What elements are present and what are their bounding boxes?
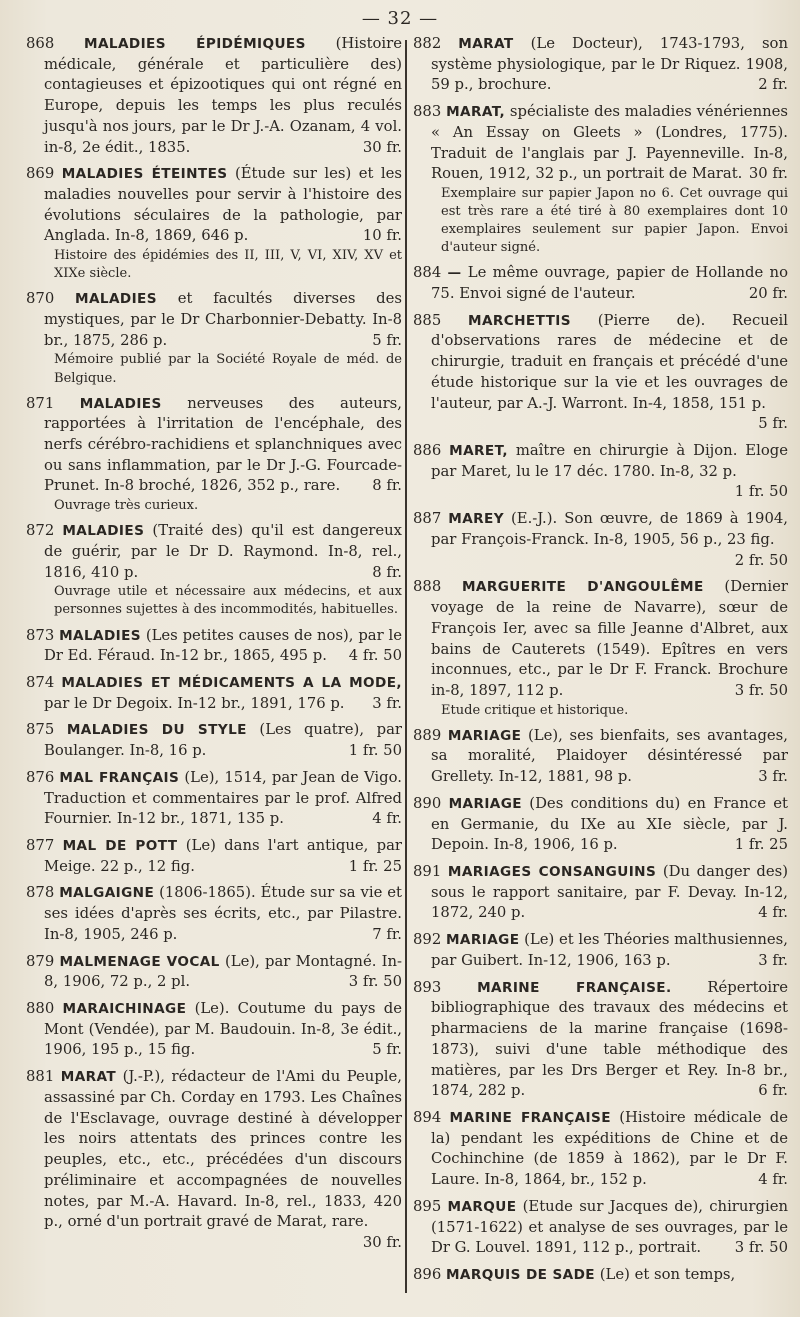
entry-price: 4 fr.	[758, 1171, 788, 1189]
entry-number: 889	[413, 726, 442, 744]
catalog-entry	[26, 952, 402, 993]
entry-text: (Les quatre), par Boulanger. In-8, 16 p.	[44, 721, 402, 760]
entry-text: (Dernier voyage de la reine de Navarre), sœur de François Ier, avec sa fille Jeanne d'Albret, aux bains de Cauterets (1549). Epîtres en vers inconnues, etc., par le Dr F. Franck. Brochure in-8, 1897, 112 p.	[431, 578, 788, 699]
entry-text: (Le), par Montagné. In-8, 1906, 72 p., 2 pl.	[44, 952, 402, 991]
catalog-entry	[413, 102, 788, 257]
entry-text: (Le) et son temps,	[599, 1265, 736, 1283]
entry-heading: MARAT	[60, 1069, 117, 1086]
catalog-entry	[26, 626, 402, 667]
entry-number: 868	[26, 35, 55, 52]
entry-heading: MALADIES ÉTEINTES	[61, 166, 228, 183]
entry-number: 885	[413, 311, 442, 329]
entry-price: 1 fr. 25	[734, 836, 788, 854]
entry-price: 2 fr. 50	[734, 551, 788, 569]
catalog-entry	[26, 164, 402, 283]
entry-number: 891	[413, 863, 442, 881]
entry-heading: MAL FRANÇAIS	[59, 769, 180, 786]
catalog-entry	[413, 726, 788, 788]
entry-text: (Le), ses bienfaits, ses avantages, sa moralité, Plaidoyer désintéressé par Grellety. In-12, 1881, 98 p.	[431, 726, 788, 786]
entry-text: (Des conditions du) en France et en Germanie, du IXe au XIe siècle, par J. Depoin. In-8, 1906, 16 p.	[431, 794, 788, 854]
catalog-entry	[26, 768, 402, 830]
entry-price: 3 fr.	[372, 694, 402, 712]
catalog-entry	[413, 1108, 788, 1191]
entry-price: 1 fr. 50	[734, 483, 788, 501]
entry-text: spécialiste des maladies vénériennes « An Essay on Gleets » (Londres, 1775). Traduit de l'anglais par J. Payenneville. In-8, Rouen, 1912, 32 p., un portrait de Marat.	[431, 103, 788, 183]
entry-note: Ouvrage très curieux.	[54, 498, 199, 514]
catalog-entry	[413, 930, 788, 971]
page-number: — 32 —	[361, 8, 439, 29]
entry-heading: MARINE FRANÇAISE.	[477, 979, 672, 996]
entry-price: 20 fr.	[748, 285, 788, 302]
catalog-entry	[413, 509, 788, 571]
entry-text: (Le). Coutume du pays de Mont (Vendée), par M. Baudouin. In-8, 3e édit., 1906, 195 p., 15 fig.	[44, 1000, 402, 1059]
entry-note: Ouvrage utile et nécessaire aux médecins, et aux personnes sujettes à des incommodités, habituelles.	[54, 584, 402, 618]
catalog-entry	[26, 521, 402, 619]
catalog-entry	[26, 394, 402, 516]
entry-text: maître en chirurgie à Dijon. Eloge par Maret, lu le 17 déc. 1780. In-8, 32 p.	[431, 442, 788, 480]
entry-heading: MARAT	[458, 36, 514, 52]
catalog-entry	[26, 720, 402, 761]
catalog-entry	[413, 311, 788, 435]
entry-price: 5 fr.	[372, 331, 402, 349]
right-column	[413, 34, 788, 1307]
catalog-entry	[413, 263, 788, 304]
entry-heading: MALADIES ET MÉDICAMENTS A LA MODE,	[61, 674, 402, 691]
entry-text: (J.-P.), rédacteur de l'Ami du Peuple, assassiné par Ch. Corday en 1793. Les Chaînes de l'Esclavage, ouvrage destiné à développer les noirs attentats des princes contre les peuples, etc., etc., précédées d'un discours préliminaire et accompagnées de nouvelles notes, par M.-A. Havard. In-8, rel., 1833, 420 p., orné d'un portrait gravé de Marat, rare.	[44, 1068, 402, 1231]
entry-heading: MALADIES	[59, 627, 142, 644]
entry-heading: MARAT,	[446, 104, 506, 121]
entry-heading: MAREY	[448, 511, 504, 528]
entry-heading: MARQUIS DE SADE	[445, 1266, 596, 1283]
entry-heading: MARIAGE	[448, 795, 522, 812]
catalog-entry	[413, 1265, 788, 1286]
entry-text: (Traité des) qu'il est dangereux de guérir, par le Dr D. Raymond. In-8, rel., 1816, 410 p.	[44, 522, 402, 581]
entry-number: 894	[413, 1108, 442, 1126]
catalog-entry	[26, 999, 402, 1061]
entry-heading: MAL DE POTT	[62, 838, 178, 854]
entry-text: (Le Docteur), 1743-1793, son système physiologique, par le Dr Riquez. 1908, 59 p., brochure.	[431, 35, 788, 94]
entry-number: 875	[26, 721, 55, 739]
entry-heading: MALADIES	[75, 291, 157, 308]
entry-heading: MARIAGE	[445, 932, 520, 949]
entry-heading: MALADIES	[79, 395, 162, 412]
entry-heading: MALADIES	[62, 523, 145, 540]
entry-price: 10 fr.	[362, 227, 402, 245]
entry-number: 884	[413, 264, 442, 282]
catalog-entry	[413, 577, 788, 719]
catalog-entry	[413, 862, 788, 924]
catalog-entry	[26, 836, 402, 877]
entry-note: Etude critique et historique.	[441, 702, 629, 718]
catalog-entry	[413, 794, 788, 856]
entry-number: 892	[413, 931, 442, 949]
entry-price: 5 fr.	[758, 415, 788, 433]
catalog-entry	[26, 673, 402, 714]
entry-text: (Le), 1514, par Jean de Vigo. Traduction et commentaires par le prof. Alfred Fournier. In-12 br., 1871, 135 p.	[44, 768, 402, 828]
entry-heading: MARAICHINAGE	[62, 1001, 187, 1018]
entry-price: 4 fr. 50	[348, 647, 402, 665]
entry-price: 3 fr. 50	[734, 1239, 788, 1257]
entry-heading: MALADIES DU STYLE	[66, 722, 247, 739]
entry-note: Mémoire publié par la Société Royale de méd. de Belgique.	[54, 352, 402, 386]
entry-heading: MARIAGES CONSANGUINS	[447, 864, 657, 881]
entry-number: 879	[26, 952, 55, 970]
entry-note: Histoire des épidémies des II, III, V, VI, XIV, XV et XIXe siècle.	[54, 248, 402, 282]
entry-heading: MALMENAGE VOCAL	[59, 953, 220, 970]
entry-number: 887	[413, 510, 442, 528]
entry-number: 880	[26, 1000, 55, 1018]
entry-number: 886	[413, 442, 442, 460]
entry-price: 6 fr.	[758, 1082, 788, 1100]
entry-price: 3 fr.	[758, 768, 788, 786]
entry-price: 7 fr.	[372, 925, 402, 943]
left-column	[26, 34, 402, 1307]
entry-number: 878	[26, 884, 55, 902]
entry-number: 882	[413, 35, 442, 52]
entry-text: Le même ouvrage, papier de Hollande no 75. Envoi signé de l'auteur.	[431, 264, 788, 302]
entry-number: 870	[26, 290, 55, 308]
catalog-entry	[26, 34, 402, 158]
entry-price: 30 fr.	[748, 165, 788, 183]
entry-number: 890	[413, 794, 442, 812]
entry-price: 8 fr.	[372, 477, 402, 495]
catalog-entry	[26, 883, 402, 945]
entry-heading: —	[447, 265, 462, 282]
entry-text: et facultés diverses des mystiques, par le Dr Charbonnier-Debatty. In-8 br., 1875, 286 p.	[44, 290, 402, 349]
catalog-entry	[413, 978, 788, 1102]
entry-price: 1 fr. 25	[348, 857, 402, 875]
entry-text: par le Dr Degoix. In-12 br., 1891, 176 p.	[44, 694, 345, 712]
entry-price: 3 fr.	[758, 951, 788, 969]
entry-heading: MARIAGE	[447, 727, 522, 744]
entry-number: 873	[26, 626, 55, 644]
entry-text: (Histoire médicale, générale et particulière des) contagieuses et épizootiques qui ont régné en Europe, depuis les temps les plus reculés jusqu'à nos jours, par le Dr J.-A. Ozanam, 4 vol. in-8, 2e édit., 1835.	[44, 35, 402, 156]
entry-text: (Du danger des) sous le rapport sanitaire, par F. Devay. In-12, 1872, 240 p.	[431, 863, 788, 922]
entry-text: Répertoire bibliographique des travaux des médecins et pharmaciens de la marine française (1698-1873), suivi d'une table méthodique des matières, par les Drs Berger et Rey. In-8 br., 1874, 282 p.	[431, 978, 788, 1100]
catalog-entry	[26, 1067, 402, 1253]
entry-price: 4 fr.	[372, 810, 402, 828]
entry-number: 888	[413, 578, 442, 596]
entry-text: (1806-1865). Étude sur sa vie et ses idées d'après ses écrits, etc., par Pilastre. In-8, 1905, 246 p.	[44, 884, 402, 943]
entry-price: 3 fr. 50	[348, 973, 402, 991]
catalog-entry	[413, 34, 788, 96]
entry-number: 872	[26, 522, 55, 540]
catalog-entry	[413, 441, 788, 503]
entry-price: 30 fr.	[362, 1233, 402, 1251]
entry-price: 1 fr. 50	[348, 742, 402, 760]
entry-number: 871	[26, 394, 55, 412]
catalog-entry	[26, 289, 402, 387]
entry-heading: MARQUE	[447, 1198, 517, 1215]
entry-price: 2 fr.	[758, 76, 788, 94]
entry-number: 896	[413, 1265, 442, 1283]
column-divider	[405, 40, 407, 1293]
entry-text: (Les petites causes de nos), par le Dr Ed. Féraud. In-12 br., 1865, 495 p.	[44, 626, 402, 665]
entry-number: 877	[26, 837, 55, 854]
entry-text: (Etude sur Jacques de), chirurgien (1571-1622) et analyse de ses ouvrages, par le Dr G. Louvel. 1891, 112 p., portrait.	[431, 1197, 788, 1257]
entry-heading: MARINE FRANÇAISE	[449, 1109, 611, 1126]
entry-number: 895	[413, 1197, 442, 1215]
catalog-entry	[413, 1197, 788, 1259]
entry-price: 3 fr. 50	[734, 681, 788, 699]
entry-text: (Le) dans l'art antique, par Meige. 22 p., 12 fig.	[44, 837, 402, 875]
entry-price: 8 fr.	[372, 563, 402, 581]
entry-note: Exemplaire sur papier Japon no 6. Cet ouvrage qui est très rare a été tiré à 80 exemplaires dont 10 exemplaires seulement sur papier Japon. Envoi d'auteur signé.	[441, 186, 788, 256]
entry-number: 874	[26, 673, 55, 691]
entry-number: 883	[413, 103, 442, 121]
entry-heading: MARET,	[449, 443, 508, 460]
entry-number: 869	[26, 165, 55, 183]
entry-text: nerveuses des auteurs, rapportées à l'irritation de l'encéphale, des nerfs cérébro-rachidiens et splanchniques avec ou sans inflammation, par le Dr J.-G. Fourcade-Prunet. In-8 broché, 1826, 352 p., rare.	[44, 394, 402, 495]
entry-number: 881	[26, 1068, 55, 1086]
entry-price: 5 fr.	[372, 1041, 402, 1059]
entry-text: (Histoire médicale de la) pendant les expéditions de Chine et de Cochinchine (de 1859 à 1862), par le Dr F. Laure. In-8, 1864, br., 152 p.	[431, 1108, 788, 1189]
entry-heading: MALADIES ÉPIDÉMIQUES	[84, 36, 306, 52]
entry-number: 893	[413, 978, 442, 996]
entry-text: (Étude sur les) et les maladies nouvelles pour servir à l'histoire des évolutions séculaires de la pathologie, par Anglada. In-8, 1869, 646 p.	[44, 165, 402, 245]
entry-heading: MALGAIGNE	[59, 885, 155, 902]
entry-heading: MARGUERITE D'ANGOULÊME	[461, 579, 704, 596]
entry-heading: MARCHETTIS	[468, 312, 571, 329]
entry-text: (Pierre de). Recueil d'observations rares de médecine et de chirurgie, traduit en français et précédé d'une étude historique sur la vie et les ouvrages de l'auteur, par A.-J. Warront. In-4, 1858, 151 p.	[431, 311, 788, 412]
entry-text: (E.-J.). Son œuvre, de 1869 à 1904, par François-Franck. In-8, 1905, 56 p., 23 fig.	[431, 510, 788, 548]
entry-price: 4 fr.	[758, 904, 788, 922]
entry-price: 30 fr.	[362, 138, 402, 156]
entry-number: 876	[26, 768, 55, 786]
entry-text: (Le) et les Théories malthusiennes, par Guibert. In-12, 1906, 163 p.	[431, 931, 788, 969]
